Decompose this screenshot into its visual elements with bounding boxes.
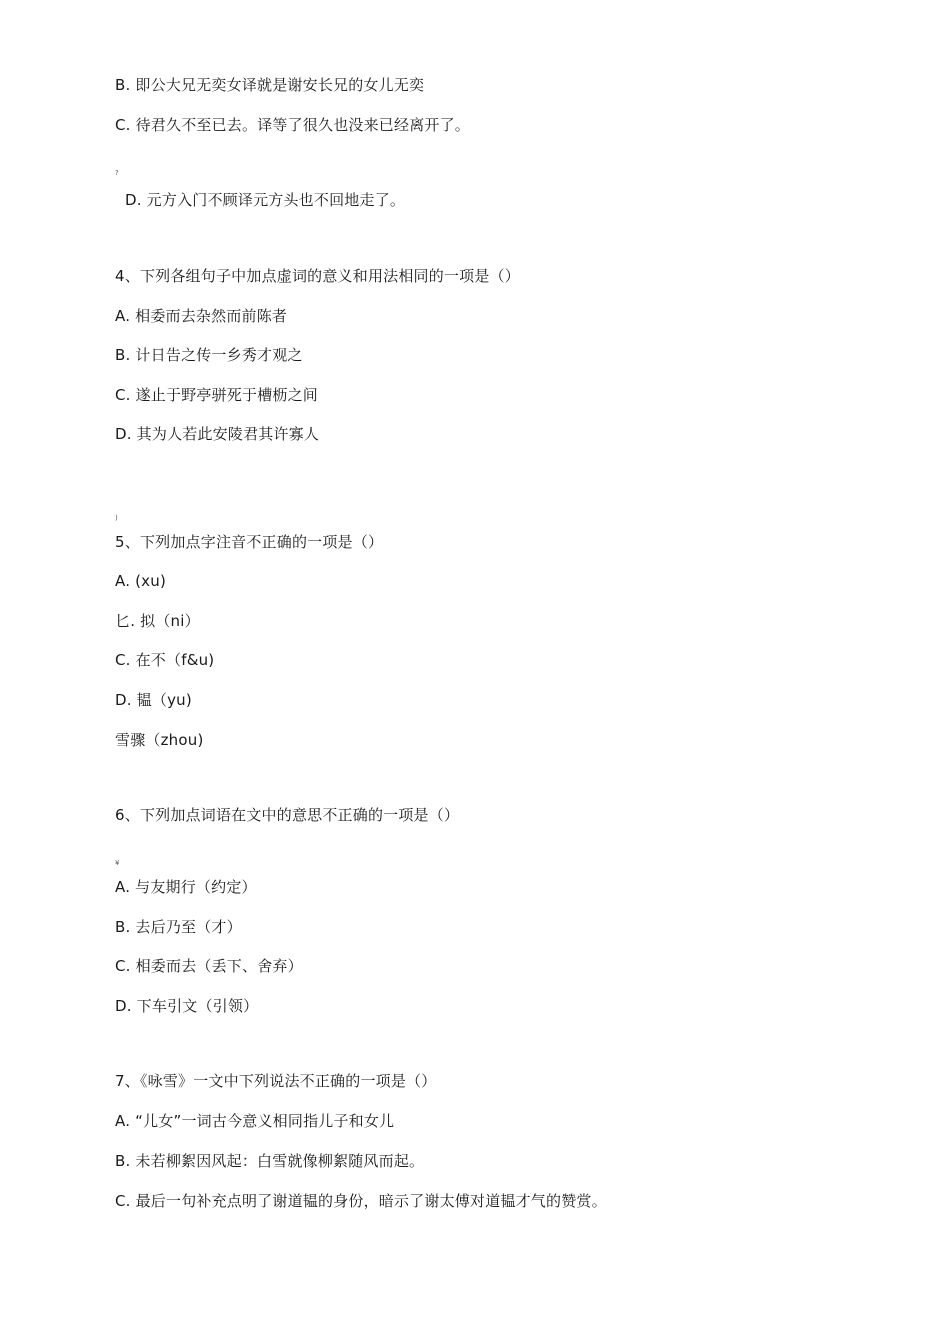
q6-option-b: B. 去后乃至（才） — [115, 918, 242, 936]
q4-option-c: C. 遂止于野亭骈死于槽枥之间 — [115, 386, 319, 404]
q7-option-b: B. 未若柳絮因风起：白雪就像柳絮随风而起。 — [115, 1152, 425, 1170]
question-7: 7、《咏雪》一文中下列说法不正确的一项是（） — [115, 1072, 437, 1090]
q3-option-d: D. 元方入门不顾译元方头也不回地走了。 — [125, 191, 406, 209]
q5-option-extra: 雪骤（zhou) — [115, 731, 204, 749]
stray-mark: ) — [115, 514, 118, 522]
question-6: 6、下列加点词语在文中的意思不正确的一项是（） — [115, 806, 460, 824]
q6-option-a: A. 与友期行（约定） — [115, 878, 257, 896]
q3-option-b: B. 即公大兄无奕女译就是谢安长兄的女儿无奕 — [115, 76, 425, 94]
q4-option-b: B. 计日告之传一乡秀才观之 — [115, 346, 303, 364]
stray-mark: ¥ — [115, 859, 120, 867]
q5-option-c: C. 在不（f&u) — [115, 651, 215, 669]
stray-mark: ? — [115, 169, 119, 177]
q7-option-c: C. 最后一句补充点明了谢道韫的身份，暗示了谢太傅对道韫才气的赞赏。 — [115, 1192, 607, 1210]
question-4: 4、下列各组句子中加点虚词的意义和用法相同的一项是（） — [115, 267, 520, 285]
q5-option-d: D. 韫（yu) — [115, 691, 192, 709]
q4-option-d: D. 其为人若此安陵君其许寡人 — [115, 425, 320, 443]
q3-option-c: C. 待君久不至已去。译等了很久也没来已经离开了。 — [115, 116, 471, 134]
q5-option-a: A. (xu) — [115, 572, 167, 590]
q4-option-a: A. 相委而去杂然而前陈者 — [115, 307, 288, 325]
question-5: 5、下列加点字注音不正确的一项是（） — [115, 533, 384, 551]
q5-option-b: 匕. 拟（ni） — [115, 612, 200, 630]
q6-option-d: D. 下车引文（引领） — [115, 997, 259, 1015]
q7-option-a: A. “儿女”一词古今意义相同指儿子和女儿 — [115, 1112, 395, 1130]
q6-option-c: C. 相委而去（丢下、舍弃） — [115, 957, 303, 975]
